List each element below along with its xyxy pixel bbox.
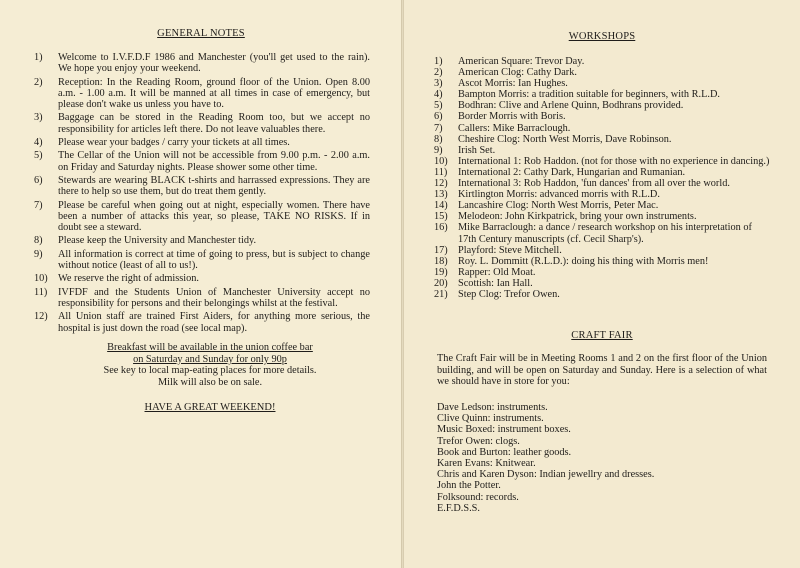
item-number: 18) — [434, 255, 448, 267]
note-item — [34, 311, 370, 333]
note-item — [34, 249, 370, 271]
note-item — [34, 112, 370, 134]
item-text: Step Clog: Trefor Owen. — [458, 288, 560, 300]
item-text: American Square: Trevor Day. — [458, 56, 585, 67]
item-text: Ascot Morris: Ian Hughes. — [458, 78, 568, 90]
item-number: 7) — [434, 122, 443, 134]
item-text: Cheshire Clog: North West Morris, Dave Robinson. — [458, 133, 672, 145]
breakfast-line-2: on Saturday and Sunday for only 90p — [133, 353, 287, 365]
item-number: 2) — [434, 67, 443, 79]
item-number: 5) — [34, 150, 43, 162]
item-text: Rapper: Old Moat. — [458, 266, 536, 278]
general-notes-list — [34, 52, 370, 336]
workshop-item — [434, 78, 770, 89]
item-text: International 1: Rob Haddon. (not for those with no experience in dancing.) — [458, 155, 770, 167]
item-number: 1) — [34, 52, 43, 63]
item-text: Scottish: Ian Hall. — [458, 277, 533, 289]
item-number: 21) — [434, 288, 448, 300]
item-number: 3) — [434, 78, 443, 90]
workshop-item — [434, 267, 770, 278]
workshop-item — [434, 67, 770, 78]
item-number: 4) — [434, 89, 443, 101]
item-number: 4) — [34, 136, 43, 148]
item-text: All Union staff are trained First Aiders, for anything more serious, the hospital is just down the road (see local map). — [58, 311, 370, 334]
workshop-item — [434, 222, 770, 244]
item-number: 8) — [34, 235, 43, 247]
item-number: 17) — [434, 244, 448, 256]
stall-item: Book and Burton: leather goods. — [437, 446, 572, 458]
item-text: We reserve the right of admission. — [58, 273, 199, 285]
general-notes-heading: GENERAL NOTES — [157, 28, 245, 39]
breakfast-line-1: Breakfast will be available in the union coffee bar — [107, 342, 313, 353]
item-number: 10) — [434, 155, 448, 167]
note-item — [34, 52, 370, 74]
item-number: 20) — [434, 277, 448, 289]
item-number: 9) — [434, 144, 443, 156]
workshops-list — [434, 56, 770, 300]
workshop-item — [434, 89, 770, 100]
milk-line: Milk will also be on sale. — [157, 376, 263, 388]
item-text: Melodeon: John Kirkpatrick, bring your own instruments. — [458, 211, 697, 223]
workshop-item — [434, 278, 770, 289]
item-number: 15) — [434, 211, 448, 223]
item-text: All information is correct at time of going to press, but is subject to change without notice (least of all to us!). — [58, 248, 370, 271]
stall-item: Dave Ledson: instruments. — [437, 402, 548, 413]
item-text: Kirtlington Morris: advanced morris with R.L.D. — [458, 189, 660, 201]
item-text: Baggage can be stored in the Reading Room too, but we accept no responsibility for articles left there. Do not leave valuables there. — [58, 112, 370, 135]
workshop-item — [434, 111, 770, 122]
craft-fair-intro: The Craft Fair will be in Meeting Rooms 1 and 2 on the first floor of the Union building, and will be open on Saturday and Sunday. Here is a selection of what we should have in store for you: — [437, 353, 767, 388]
item-text: Callers: Mike Barraclough. — [458, 122, 571, 134]
item-number: 14) — [434, 200, 448, 212]
item-number: 12) — [34, 311, 48, 323]
item-text: Bampton Morris: a tradition suitable for beginners, with R.L.D. — [458, 89, 720, 101]
item-number: 19) — [434, 266, 448, 278]
stall-item: Music Boxed: instrument boxes. — [437, 424, 571, 436]
item-number: 10) — [34, 273, 48, 285]
item-text: International 3: Rob Haddon, 'fun dances' from all over the world. — [458, 178, 730, 190]
workshop-item — [434, 156, 770, 167]
note-item — [34, 287, 370, 309]
workshop-item — [434, 211, 770, 222]
note-item — [34, 200, 370, 234]
workshop-item — [434, 123, 770, 134]
item-text: Welcome to I.V.F.D.F 1986 and Manchester (you'll get used to the rain). We hope you enjoy your weekend. — [58, 52, 370, 75]
item-text: Roy. L. Dommitt (R.L.D.): doing his thing with Morris men! — [458, 255, 709, 267]
workshop-item — [434, 245, 770, 256]
item-number: 7) — [34, 199, 43, 211]
stall-item: Clive Quinn: instruments. — [437, 413, 544, 425]
item-number: 9) — [34, 248, 43, 260]
item-number: 3) — [34, 112, 43, 124]
workshops-heading: WORKSHOPS — [568, 31, 636, 42]
craft-fair-heading: CRAFT FAIR — [571, 330, 633, 341]
note-item — [34, 235, 370, 246]
workshop-item — [434, 145, 770, 156]
note-item — [34, 150, 370, 172]
item-number: 13) — [434, 189, 448, 201]
stall-item: Folksound: records. — [437, 491, 519, 503]
breakfast-notice — [60, 342, 360, 388]
map-line: See key to local map-eating places for more details. — [103, 365, 317, 377]
item-text: Reception: In the Reading Room, ground floor of the Union. Open 8.00 a.m. - 1.00 a.m. It will be manned at all times in case of emergency, but please don't wake us unless you have to. — [58, 76, 370, 110]
workshop-item — [434, 256, 770, 267]
item-text: Please be careful when going out at night, especially women. There have been a number of attacks this year, so please, TAKE NO RISKS. If in doubt see a steward. — [58, 199, 370, 233]
item-text: IVFDF and the Students Union of Manchester University accept no responsibility for persons and their belongings whilst at the festival. — [58, 286, 370, 309]
note-item — [34, 273, 370, 284]
workshop-item — [434, 167, 770, 178]
stall-item: E.F.D.S.S. — [437, 502, 480, 514]
stall-item: Karen Evans: Knitwear. — [437, 458, 536, 470]
workshop-item — [434, 134, 770, 145]
item-number: 16) — [434, 222, 448, 234]
item-text: Playford: Steve Mitchell. — [458, 244, 562, 256]
item-number: 1) — [434, 56, 443, 67]
item-text: The Cellar of the Union will not be accessible from 9.00 p.m. - 2.00 a.m. on Friday and Saturday nights. Please shower some other time. — [58, 150, 370, 173]
item-number: 8) — [434, 133, 443, 145]
workshop-item — [434, 189, 770, 200]
closing-greeting: HAVE A GREAT WEEKEND! — [144, 402, 276, 413]
workshop-item — [434, 56, 770, 67]
item-text: Border Morris with Boris. — [458, 111, 566, 123]
workshop-item — [434, 200, 770, 211]
item-text: American Clog: Cathy Dark. — [458, 67, 577, 79]
item-text: Stewards are wearing BLACK t-shirts and harrassed expressions. They are there to help so use them, but do treat them gently. — [58, 174, 370, 198]
item-number: 2) — [34, 76, 43, 88]
item-text: Mike Barraclough: a dance / research workshop on his interpretation of 17th Century manuscripts (cf. Cecil Sharp's). — [458, 222, 752, 245]
note-item — [34, 77, 370, 111]
item-text: Please keep the University and Manchester tidy. — [58, 235, 257, 247]
item-text: Please wear your badges / carry your tickets at all times. — [58, 136, 290, 148]
craft-fair-stalls — [437, 402, 654, 514]
item-number: 11) — [434, 166, 448, 178]
workshop-item — [434, 178, 770, 189]
item-text: Lancashire Clog: North West Morris, Peter Mac. — [458, 200, 659, 212]
workshop-item — [434, 100, 770, 111]
stall-item: Trefor Owen: clogs. — [437, 435, 520, 447]
stall-item: John the Potter. — [437, 480, 501, 492]
note-item — [34, 137, 370, 148]
workshop-item — [434, 289, 770, 300]
item-number: 11) — [34, 286, 48, 298]
item-number: 6) — [434, 111, 443, 123]
item-number: 6) — [34, 174, 43, 186]
note-item — [34, 175, 370, 197]
item-text: Irish Set. — [458, 144, 496, 156]
stall-item: Chris and Karen Dyson: Indian jewellry and dresses. — [437, 469, 655, 481]
item-text: International 2: Cathy Dark, Hungarian and Rumanian. — [458, 166, 686, 178]
item-number: 12) — [434, 178, 448, 190]
item-text: Bodhran: Clive and Arlene Quinn, Bodhrans provided. — [458, 100, 684, 112]
item-number: 5) — [434, 100, 443, 112]
